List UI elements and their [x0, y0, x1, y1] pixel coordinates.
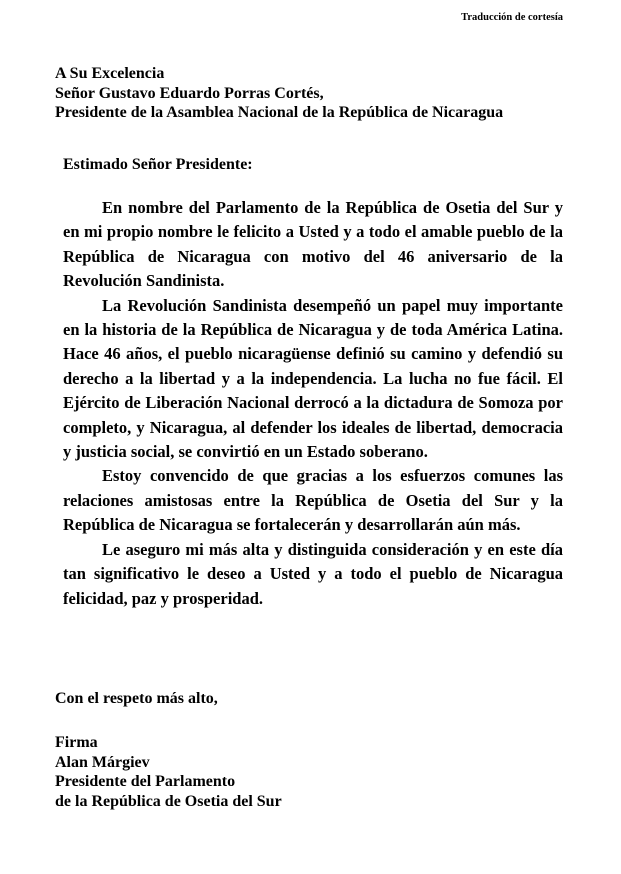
signature-label: Firma [55, 734, 98, 751]
signer-title: Presidente del Parlamento [55, 773, 236, 790]
body-paragraph: Le aseguro mi más alta y distinguida consideración y en este día tan significativo le deseo a Usted y a todo el pueblo de Nicaragua felicidad, paz y prosperidad. [63, 539, 563, 608]
body-paragraph: Estoy convencido de que gracias a los esfuerzos comunes las relaciones amistosas entre la República de Osetia del Sur y la República de Nicaragua se fortalecerán y desarrollarán aún más. [63, 466, 563, 535]
letter-body [63, 196, 563, 611]
body-paragraph: En nombre del Parlamento de la República de Osetia del Sur y en mi propio nombre le felicito a Usted y a todo el amable pueblo de la República de Nicaragua con motivo del 46 aniversario de la Revolución Sandinista. [63, 198, 563, 291]
courtesy-translation-note: Traducción de cortesía [461, 12, 563, 23]
body-paragraph: La Revolución Sandinista desempeñó un papel muy importante en la historia de la República de Nicaragua y de toda América Latina. Hace 46 años, el pueblo nicaragüense definió su camino y defendió su derecho a la libertad y a la independencia. La lucha no fue fácil. El Ejército de Liberación Nacional derrocó a la dictadura de Somoza por completo, y Nicaragua, al defender los ideales de libertad, democracia y justicia social, se convirtió en un Estado soberano. [63, 295, 563, 462]
signature-block [55, 733, 282, 811]
signer-institution: de la República de Osetia del Sur [55, 792, 282, 810]
signer-name: Alan Márgiev [55, 753, 150, 771]
letter-closing: Con el respeto más alto, [55, 690, 218, 707]
letter-greeting: Estimado Señor Presidente: [63, 156, 253, 173]
recipient-name: Señor Gustavo Eduardo Porras Cortés, [55, 84, 324, 102]
recipient-address [55, 64, 595, 123]
recipient-salutation: A Su Excelencia [55, 65, 165, 82]
recipient-title: Presidente de la Asamblea Nacional de la República de Nicaragua [55, 104, 504, 121]
